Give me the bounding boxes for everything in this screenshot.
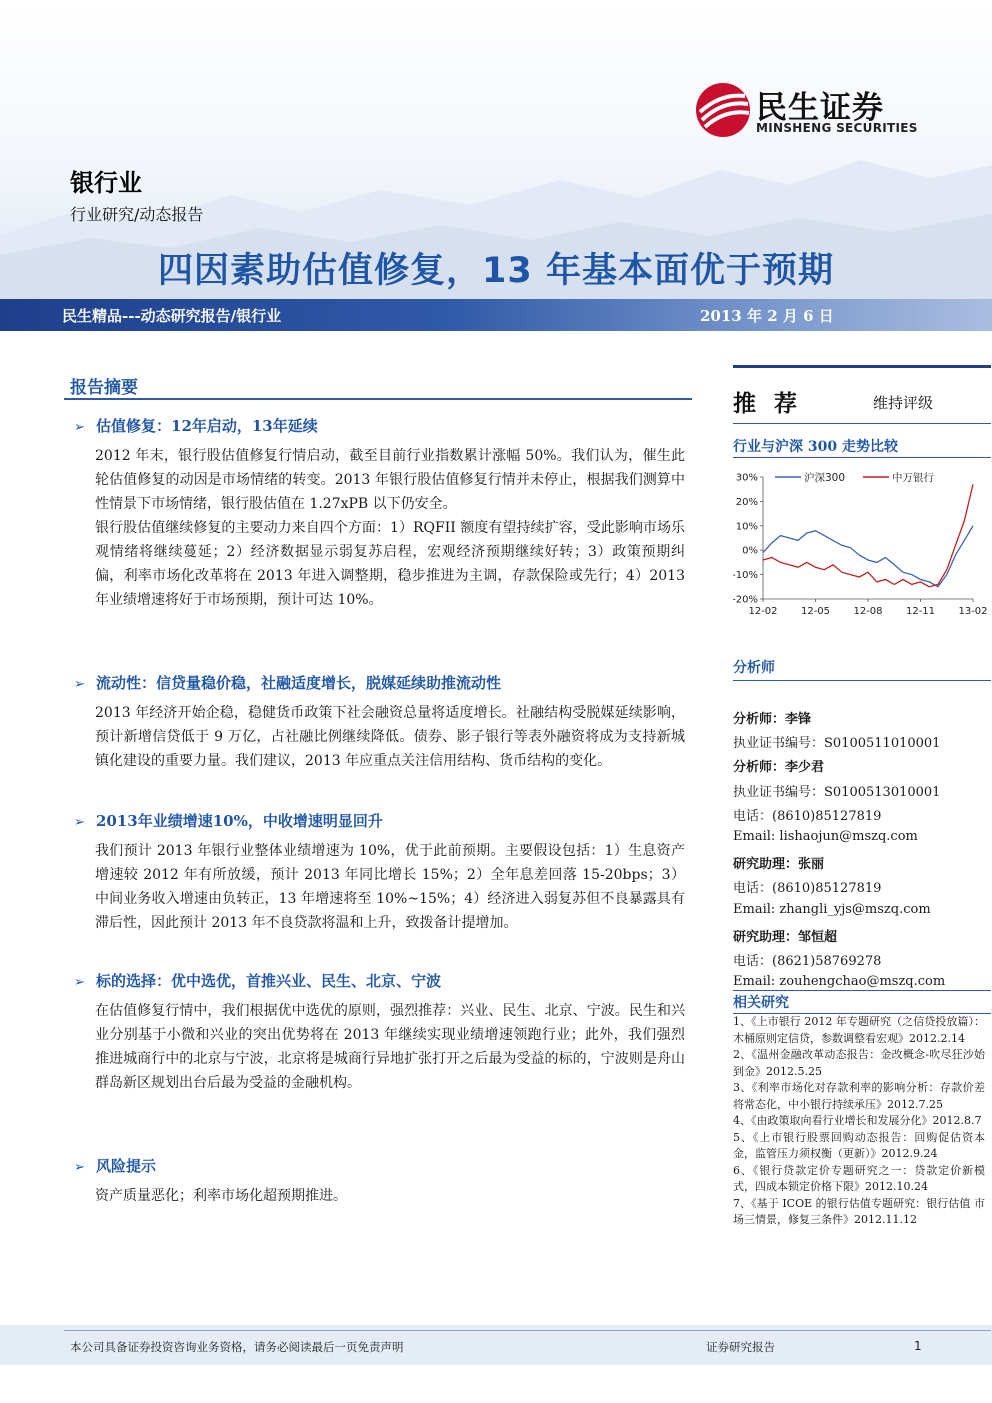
divider [733,365,991,368]
banner-series-label: 民生精品---动态研究报告/银行业 [62,307,282,325]
rating-label: 推荐 [733,391,815,417]
section-body [95,839,685,935]
summary-heading: 报告摘要 [70,378,138,398]
analyst-info-line [733,829,918,844]
title-banner [0,299,992,331]
analyst-info-value: zouhengchao@mszq.com [779,974,946,990]
section-body [95,444,685,612]
analyst-info-label: Email: [733,901,780,917]
analyst-info-value: 李少君 [785,760,825,776]
series-line-1 [763,484,973,587]
paragraph: 2013 年经济开始企稳，稳健货币政策下社会融资总量将适度增长。社融结构受脱媒延续影响，预计新增信贷低于 9 万亿，占社融比例继续降低。债券、影子银行等表外融资将成为支持新城镇化建设的重要力量。我们建议，2013 年应重点关注信用结构、货币结构的变化。 [95,705,685,769]
analyst-info-label: Email: [733,974,780,990]
divider [64,398,692,400]
y-tick-label: -20% [733,594,758,606]
summary-section [74,1154,694,1208]
related-research-item: 1、《上市银行 2012 年专题研究（之信贷投放篇）：木桶原则定信贷，参数调整看宏观》2012.2.14 [733,1015,985,1045]
divider [733,680,991,681]
x-tick-label: 12-08 [853,606,883,617]
paragraph: 银行股估值继续修复的主要动力来自四个方面：1）RQFII 额度有望持续扩容，受此影响市场乐观情绪将继续蔓延；2）经济数据显示弱复苏启程，宏观经济预期继续好转；3）政策预期纠偏，利率市场化改革将在 2013 年进入调整期，稳步推进为主调，存款保险或先行；4）2013 年业绩增速将好于市场预期，预计可达 10%。 [95,520,685,608]
report-date: 2013 年 2 月 6 日 [700,307,834,325]
brand-logo [693,80,923,140]
report-type: 行业研究/动态报告 [70,205,204,224]
y-tick-label: 0% [742,545,758,557]
analyst-info-line [733,781,940,800]
section-title [74,671,694,695]
analyst-info-label: 执业证书编号： [733,736,825,752]
related-research-list [733,1014,985,1229]
related-research-item: 6、《银行贷款定价专题研究之一：贷款定价新模式，四成本锁定价格下限》2012.10.24 [733,1163,985,1193]
related-research-item: 2、《温州金融改革动态报告：金改概念-吹尽狂沙始到金》2012.5.25 [733,1048,985,1078]
related-research-item: 7、《基于 ICOE 的银行估值专题研究：银行估值 市场三情景，修复三条件》2012.11.12 [733,1196,985,1226]
y-tick-label: 20% [735,496,758,508]
analysts-heading: 分析师 [733,660,775,676]
section-body [95,999,685,1095]
analyst-info-label: 研究助理： [733,929,799,945]
report-title: 四因素助估值修复，13 年基本面优于预期 [158,251,834,291]
analyst-info-line [733,805,881,824]
divider [64,1330,991,1331]
section-title-text: 标的选择：优中选优，首推兴业、民生、北京、宁波 [96,972,442,990]
analyst-info-label: 电话： [733,808,773,824]
divider [733,457,991,458]
analyst-info-value: lishaojun@mszq.com [779,829,918,844]
summary-section [74,414,694,612]
section-title-text: 2013年业绩增速10%，中收增速明显回升 [96,812,383,830]
section-title [74,809,694,833]
y-tick-label: 10% [735,521,758,533]
analyst-info-line [733,732,940,751]
x-tick-label: 12-02 [748,606,778,617]
analyst-info-label: 执业证书编号： [733,784,825,800]
x-tick-label: 13-02 [958,606,988,617]
paragraph: 2012 年末，银行股估值修复行情启动，截至目前行业指数累计涨幅 50%。我们认为，催生此轮估值修复的动因是市场情绪的转变。2013 年银行股估值修复行情并未停止，根据我们测算中性情景下市场情绪，银行股估值在 1.27xPB 以下仍安全。 [95,448,685,512]
related-heading: 相关研究 [733,995,789,1011]
analyst-info-value: 张丽 [798,857,825,873]
analyst-info-line [733,877,881,896]
analyst-info-line [733,902,931,917]
analyst-info-label: 电话： [733,881,773,897]
trend-chart-svg [733,463,991,633]
analyst-info-value: S0100513010001 [824,784,941,800]
related-research-item: 4、《由政策取向看行业增长和发展分化》2012.8.7 [733,1114,982,1127]
analyst-info-value: zhangli_yjs@mszq.com [779,901,931,917]
brand-name-cn: 民生证券 [756,90,884,126]
analyst-info-label: 研究助理： [733,857,799,873]
footer-disclaimer: 本公司具备证券投资咨询业务资格，请务必阅读最后一页免责声明 [70,1340,404,1354]
analyst-info-label: 分析师： [733,760,786,776]
brand-name-en: MINSHENG SECURITIES [756,121,918,135]
legend-label: 中万银行 [892,472,934,484]
rating-note: 维持评级 [873,394,934,412]
paragraph: 在估值修复行情中，我们根据优中选优的原则，强烈推荐：兴业、民生、北京、宁波。民生和兴业分别基于小微和兴业的突出优势将在 2013 年继续实现业绩增速领跑行业；此外，我们强烈推进城商行中的北京与宁波，北京将是城商行异地扩张打开之后最为受益的标的，宁波则是舟山群岛新区规划出台后最为受益的金融机构。 [95,1003,685,1091]
analyst-info-line [733,853,824,872]
analyst-info-line [733,708,811,727]
paragraph: 我们预计 2013 年银行业整体业绩增速为 10%，优于此前预期。主要假设包括：1）生息资产增速较 2012 年有所放缓，预计 2013 年同比增长 15%；2）全年息差回落 15-20bps；3）中间业务收入增速由负转正，13 年增速将至 10%~15%；4）经济进入弱复苏但不良暴露具有滞后性，因此预计 2013 年不良贷款将温和上升，致拨备计提增加。 [95,843,685,931]
paragraph: 资产质量恶化；利率市场化超预期推进。 [95,1188,347,1204]
chart-heading: 行业与沪深 300 走势比较 [733,439,898,455]
analyst-info-line [733,974,945,989]
x-tick-label: 12-05 [800,606,831,617]
related-research-item: 5、《上市银行股票回购动态报告：回购促估资本金，监管压力须权衡（更新）》2012.9.24 [733,1130,985,1160]
analyst-info-value: S0100511010001 [824,736,941,752]
analyst-info-value: (8610)85127819 [772,881,882,897]
section-title-text: 风险提示 [96,1157,157,1175]
analyst-info-label: 电话： [733,954,773,969]
analyst-info-label: Email: [733,829,780,844]
analyst-info-label: 分析师： [733,712,786,727]
divider [733,990,991,991]
analyst-info-value: (8610)85127819 [772,808,882,824]
chevron-right-icon: ➢ [74,815,85,830]
legend-label: 沪深300 [804,472,846,484]
summary-section [74,809,694,935]
chevron-right-icon: ➢ [74,420,85,435]
section-body [95,1184,685,1208]
section-title [74,1154,694,1178]
analyst-info-line [733,756,824,775]
chevron-right-icon: ➢ [74,975,85,990]
chevron-right-icon: ➢ [74,1160,85,1175]
summary-section [74,969,694,1095]
related-research-item: 3、《利率市场化对存款利率的影响分析：存款价差将常态化，中小银行持续承压》2012.7.25 [733,1081,985,1111]
analyst-info-line [733,926,837,945]
analyst-info-value: (8621)58769278 [772,954,882,969]
section-title [74,969,694,993]
analyst-info-line [733,950,881,969]
section-title-text: 估值修复：12年启动，13年延续 [96,417,318,435]
section-title-text: 流动性：信贷量稳价稳，社融适度增长，脱媒延续助推流动性 [96,674,502,692]
footer-label: 证券研究报告 [706,1340,775,1354]
page-number: 1 [914,1339,922,1353]
minsheng-logo-icon [693,80,753,140]
section-title [74,414,694,438]
divider [733,423,991,424]
analyst-info-value: 邹恒超 [798,929,838,945]
section-body [95,701,685,773]
y-tick-label: 30% [735,472,758,484]
analyst-info-value: 李锋 [785,712,812,727]
industry-label: 银行业 [70,169,142,197]
y-tick-label: -10% [733,570,758,582]
trend-chart [733,463,991,633]
chevron-right-icon: ➢ [74,677,85,692]
x-tick-label: 12-11 [905,606,936,617]
summary-section [74,671,694,773]
